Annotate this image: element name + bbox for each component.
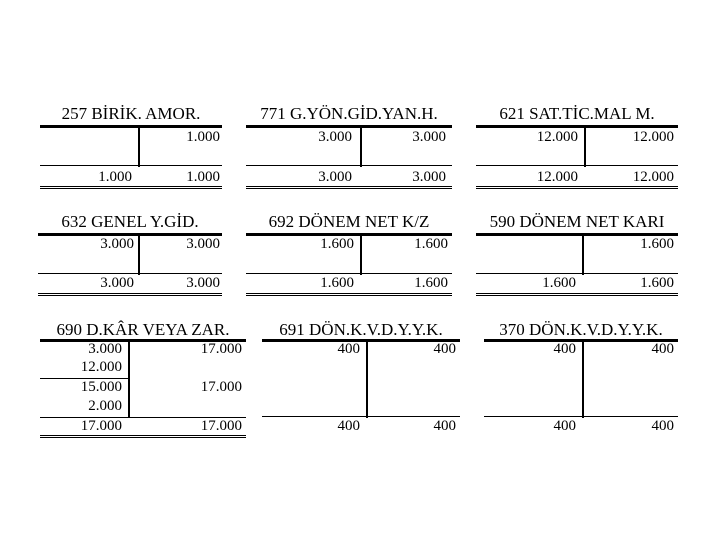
debit-total: 1.600 (542, 275, 576, 291)
credit-entry: 17.000 (200, 341, 242, 357)
t-account-590 (476, 212, 678, 298)
total-rule (476, 165, 678, 166)
closing-double-rule (40, 186, 222, 189)
credit-entry: 3.000 (186, 236, 220, 252)
credit-total: 400 (433, 418, 456, 434)
credit-entry: 3.000 (412, 129, 446, 145)
account-title: 632 GENEL Y.GİD. (61, 212, 199, 231)
credit-entry: 1.600 (640, 236, 674, 252)
debit-entry: 15.000 (80, 379, 122, 395)
t-account-370 (484, 320, 678, 438)
t-account-771 (246, 104, 452, 188)
debit-entry: 2.000 (88, 398, 122, 414)
debit-entry: 400 (337, 341, 360, 357)
credit-entry: 400 (433, 341, 456, 357)
debit-entry: 12.000 (536, 129, 578, 145)
credit-total: 400 (651, 418, 674, 434)
debit-total: 400 (553, 418, 576, 434)
account-title: 257 BİRİK. AMOR. (61, 104, 201, 123)
debit-total: 1.000 (98, 169, 132, 185)
account-title: 690 D.KÂR VEYA ZAR. (56, 320, 230, 339)
credit-total: 3.000 (412, 169, 446, 185)
debit-entry: 400 (553, 341, 576, 357)
t-account-257 (40, 104, 222, 188)
credit-entry: 400 (651, 341, 674, 357)
t-account-690 (40, 320, 246, 438)
account-title: 691 DÖN.K.V.D.Y.Y.K. (279, 320, 443, 339)
closing-double-rule (38, 293, 222, 296)
account-title: 621 SAT.TİC.MAL M. (499, 104, 655, 123)
debit-entry: 3.000 (100, 236, 134, 252)
debit-total: 12.000 (536, 169, 578, 185)
debit-entry: 3.000 (318, 129, 352, 145)
debit-entry: 3.000 (88, 341, 122, 357)
credit-entry: 17.000 (200, 379, 242, 395)
closing-double-rule (246, 186, 452, 189)
debit-entry: 12.000 (80, 359, 122, 375)
account-title: 370 DÖN.K.V.D.Y.Y.K. (499, 320, 663, 339)
t-account-691 (262, 320, 460, 438)
credit-total: 17.000 (200, 418, 242, 434)
debit-entry: 1.600 (320, 236, 354, 252)
closing-double-rule (40, 435, 246, 438)
credit-entry: 1.600 (414, 236, 448, 252)
credit-entry: 1.000 (186, 129, 220, 145)
closing-double-rule (476, 293, 678, 296)
closing-double-rule (476, 186, 678, 189)
credit-total: 3.000 (186, 275, 220, 291)
credit-entry: 12.000 (632, 129, 674, 145)
debit-total: 400 (337, 418, 360, 434)
credit-total: 1.000 (186, 169, 220, 185)
credit-total: 1.600 (414, 275, 448, 291)
t-account-692 (246, 212, 452, 298)
credit-total: 12.000 (632, 169, 674, 185)
total-rule (40, 165, 222, 166)
t-account-632 (38, 212, 222, 298)
total-rule (246, 165, 452, 166)
credit-total: 1.600 (640, 275, 674, 291)
account-title: 590 DÖNEM NET KARI (489, 212, 665, 231)
t-account-621 (476, 104, 678, 188)
debit-total: 3.000 (100, 275, 134, 291)
debit-total: 1.600 (320, 275, 354, 291)
closing-double-rule (246, 293, 452, 296)
debit-total: 17.000 (80, 418, 122, 434)
debit-total: 3.000 (318, 169, 352, 185)
account-title: 692 DÖNEM NET K/Z (268, 212, 430, 231)
account-title: 771 G.YÖN.GİD.YAN.H. (260, 104, 438, 123)
